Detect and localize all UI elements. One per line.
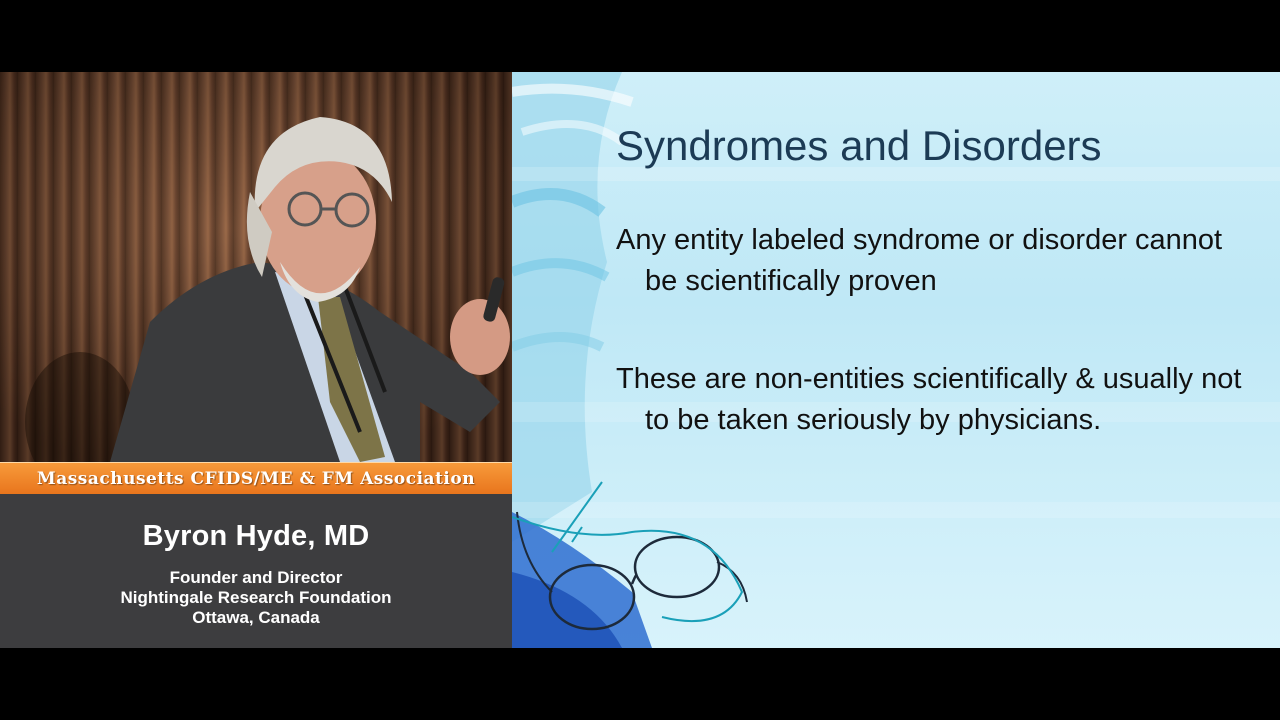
slide-bullet: Any entity labeled syndrome or disorder cannot be scientifically proven [616,224,1223,297]
speaker-illustration [0,72,512,462]
speaker-organization: Nightingale Research Foundation [120,588,392,607]
speaker-title: Founder and Director [169,568,343,587]
speaker-video-panel [0,72,512,648]
speaker-location: Ottawa, Canada [192,608,320,627]
presentation-slide [512,72,1280,648]
slide-bullet: These are non-entities scientifically & usually not to be taken seriously by physicians. [616,363,1242,436]
video-frame [0,72,1280,648]
speaker-name: Byron Hyde, MD [142,520,370,552]
organization-banner: Massachusetts CFIDS/ME & FM Association [0,462,512,496]
speaker-video [0,72,512,462]
slide-title: Syndromes and Disorders [616,122,1102,169]
speaker-lower-third [0,494,512,648]
